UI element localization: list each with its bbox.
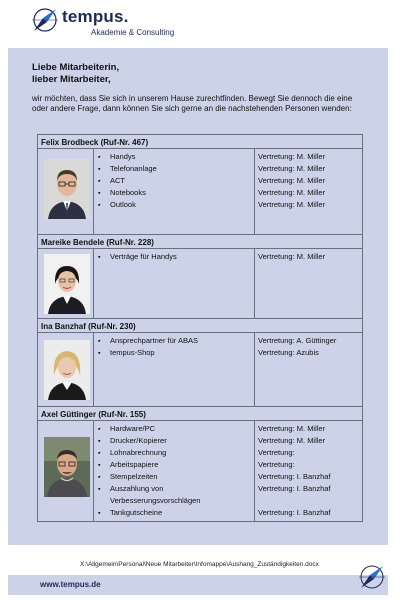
task-item: ▪ Handys (98, 151, 254, 163)
photo-cell (38, 333, 94, 406)
deputy-item: Vertretung: M. Miller (258, 188, 326, 197)
footer-url[interactable]: www.tempus.de (40, 580, 101, 589)
task-item: ▪ Lohnabrechnung (98, 447, 254, 459)
task-item: ▪ Notebooks (98, 187, 254, 199)
contact-row (38, 149, 362, 235)
logo-subtitle: Akademie & Consulting (91, 28, 175, 37)
task-item: ▪ Tankgutscheine (98, 507, 254, 519)
deputy-item: Vertretung: M. Miller (258, 176, 326, 185)
deputy-list (255, 421, 362, 521)
portrait-photo (44, 254, 90, 314)
deputy-item: Vertretung: A. Güttinger (258, 336, 337, 345)
deputy-item (258, 495, 362, 507)
deputy-list (255, 333, 362, 406)
task-item: ▪ Ansprechpartner für ABAS (98, 335, 254, 347)
contact-row (38, 421, 362, 521)
section-heading: Axel Güttinger (Ruf-Nr. 155) (38, 407, 362, 421)
header (0, 0, 400, 48)
section-heading: Ina Banzhaf (Ruf-Nr. 230) (38, 319, 362, 333)
greeting-line-1: Liebe Mitarbeiterin, (32, 62, 120, 73)
task-item: ▪ Arbeitspapiere (98, 459, 254, 471)
contact-row (38, 249, 362, 319)
logo-name: tempus. (62, 7, 129, 26)
photo-cell (38, 149, 94, 234)
compass-logo-icon (30, 5, 60, 35)
greeting-line-2: lieber Mitarbeiter, (32, 74, 111, 85)
deputy-item: Vertretung: (258, 448, 295, 457)
deputy-item: Vertretung: M. Miller (258, 252, 326, 261)
section-heading: Mareike Bendele (Ruf-Nr. 228) (38, 235, 362, 249)
section-heading: Felix Brodbeck (Ruf-Nr. 467) (38, 135, 362, 149)
deputy-item: Vertretung: M. Miller (258, 164, 326, 173)
intro-text: wir möchten, dass Sie sich in unserem Hause zurechtfinden. Bewegt Sie dennoch die eine oder andere Frage, dann können Sie sich gerne an die nachstehenden Personen wenden: (32, 94, 353, 113)
deputy-list (255, 149, 362, 234)
deputy-list (255, 249, 362, 318)
file-path: X:\Allgemein\Personal\Neue Mitarbeiter\Infomappe\Aushang_Zuständigkeiten.docx (80, 561, 319, 568)
photo-cell (38, 249, 94, 318)
task-item: ▪ Auszahlung von (98, 483, 254, 495)
contact-row (38, 333, 362, 407)
task-item: ▪ ACT (98, 175, 254, 187)
deputy-item: Vertretung: Azubis (258, 348, 319, 357)
photo-cell (38, 421, 94, 521)
contacts-table (37, 134, 363, 522)
deputy-item: Vertretung: I. Banzhaf (258, 472, 331, 481)
task-list (94, 249, 255, 318)
task-item: ▪ Verträge für Handys (98, 251, 254, 263)
task-item: ▪ tempus-Shop (98, 347, 254, 359)
greeting (32, 62, 119, 86)
deputy-item: Vertretung: M. Miller (258, 436, 326, 445)
deputy-item: Vertretung: (258, 460, 295, 469)
task-item: ▪ Hardware/PC (98, 423, 254, 435)
deputy-item: Vertretung: M. Miller (258, 424, 326, 433)
deputy-item: Vertretung: I. Banzhaf (258, 508, 331, 517)
task-item: ▪ Telefonanlage (98, 163, 254, 175)
deputy-item: Vertretung: I. Banzhaf (258, 484, 331, 493)
compass-watermark-icon (357, 562, 387, 592)
task-item: ▪ Stempelzeiten (98, 471, 254, 483)
deputy-item: Vertretung: M. Miller (258, 200, 326, 209)
task-list (94, 333, 255, 406)
portrait-photo (44, 340, 90, 400)
task-item: ▪ Drucker/Kopierer (98, 435, 254, 447)
task-list (94, 149, 255, 234)
task-item-continuation: Verbesserungsvorschlägen (110, 496, 201, 505)
task-item: ▪ Outlook (98, 199, 254, 211)
portrait-photo (44, 437, 90, 497)
task-list (94, 421, 255, 521)
deputy-item: Vertretung: M. Miller (258, 152, 326, 161)
portrait-photo (44, 159, 90, 219)
